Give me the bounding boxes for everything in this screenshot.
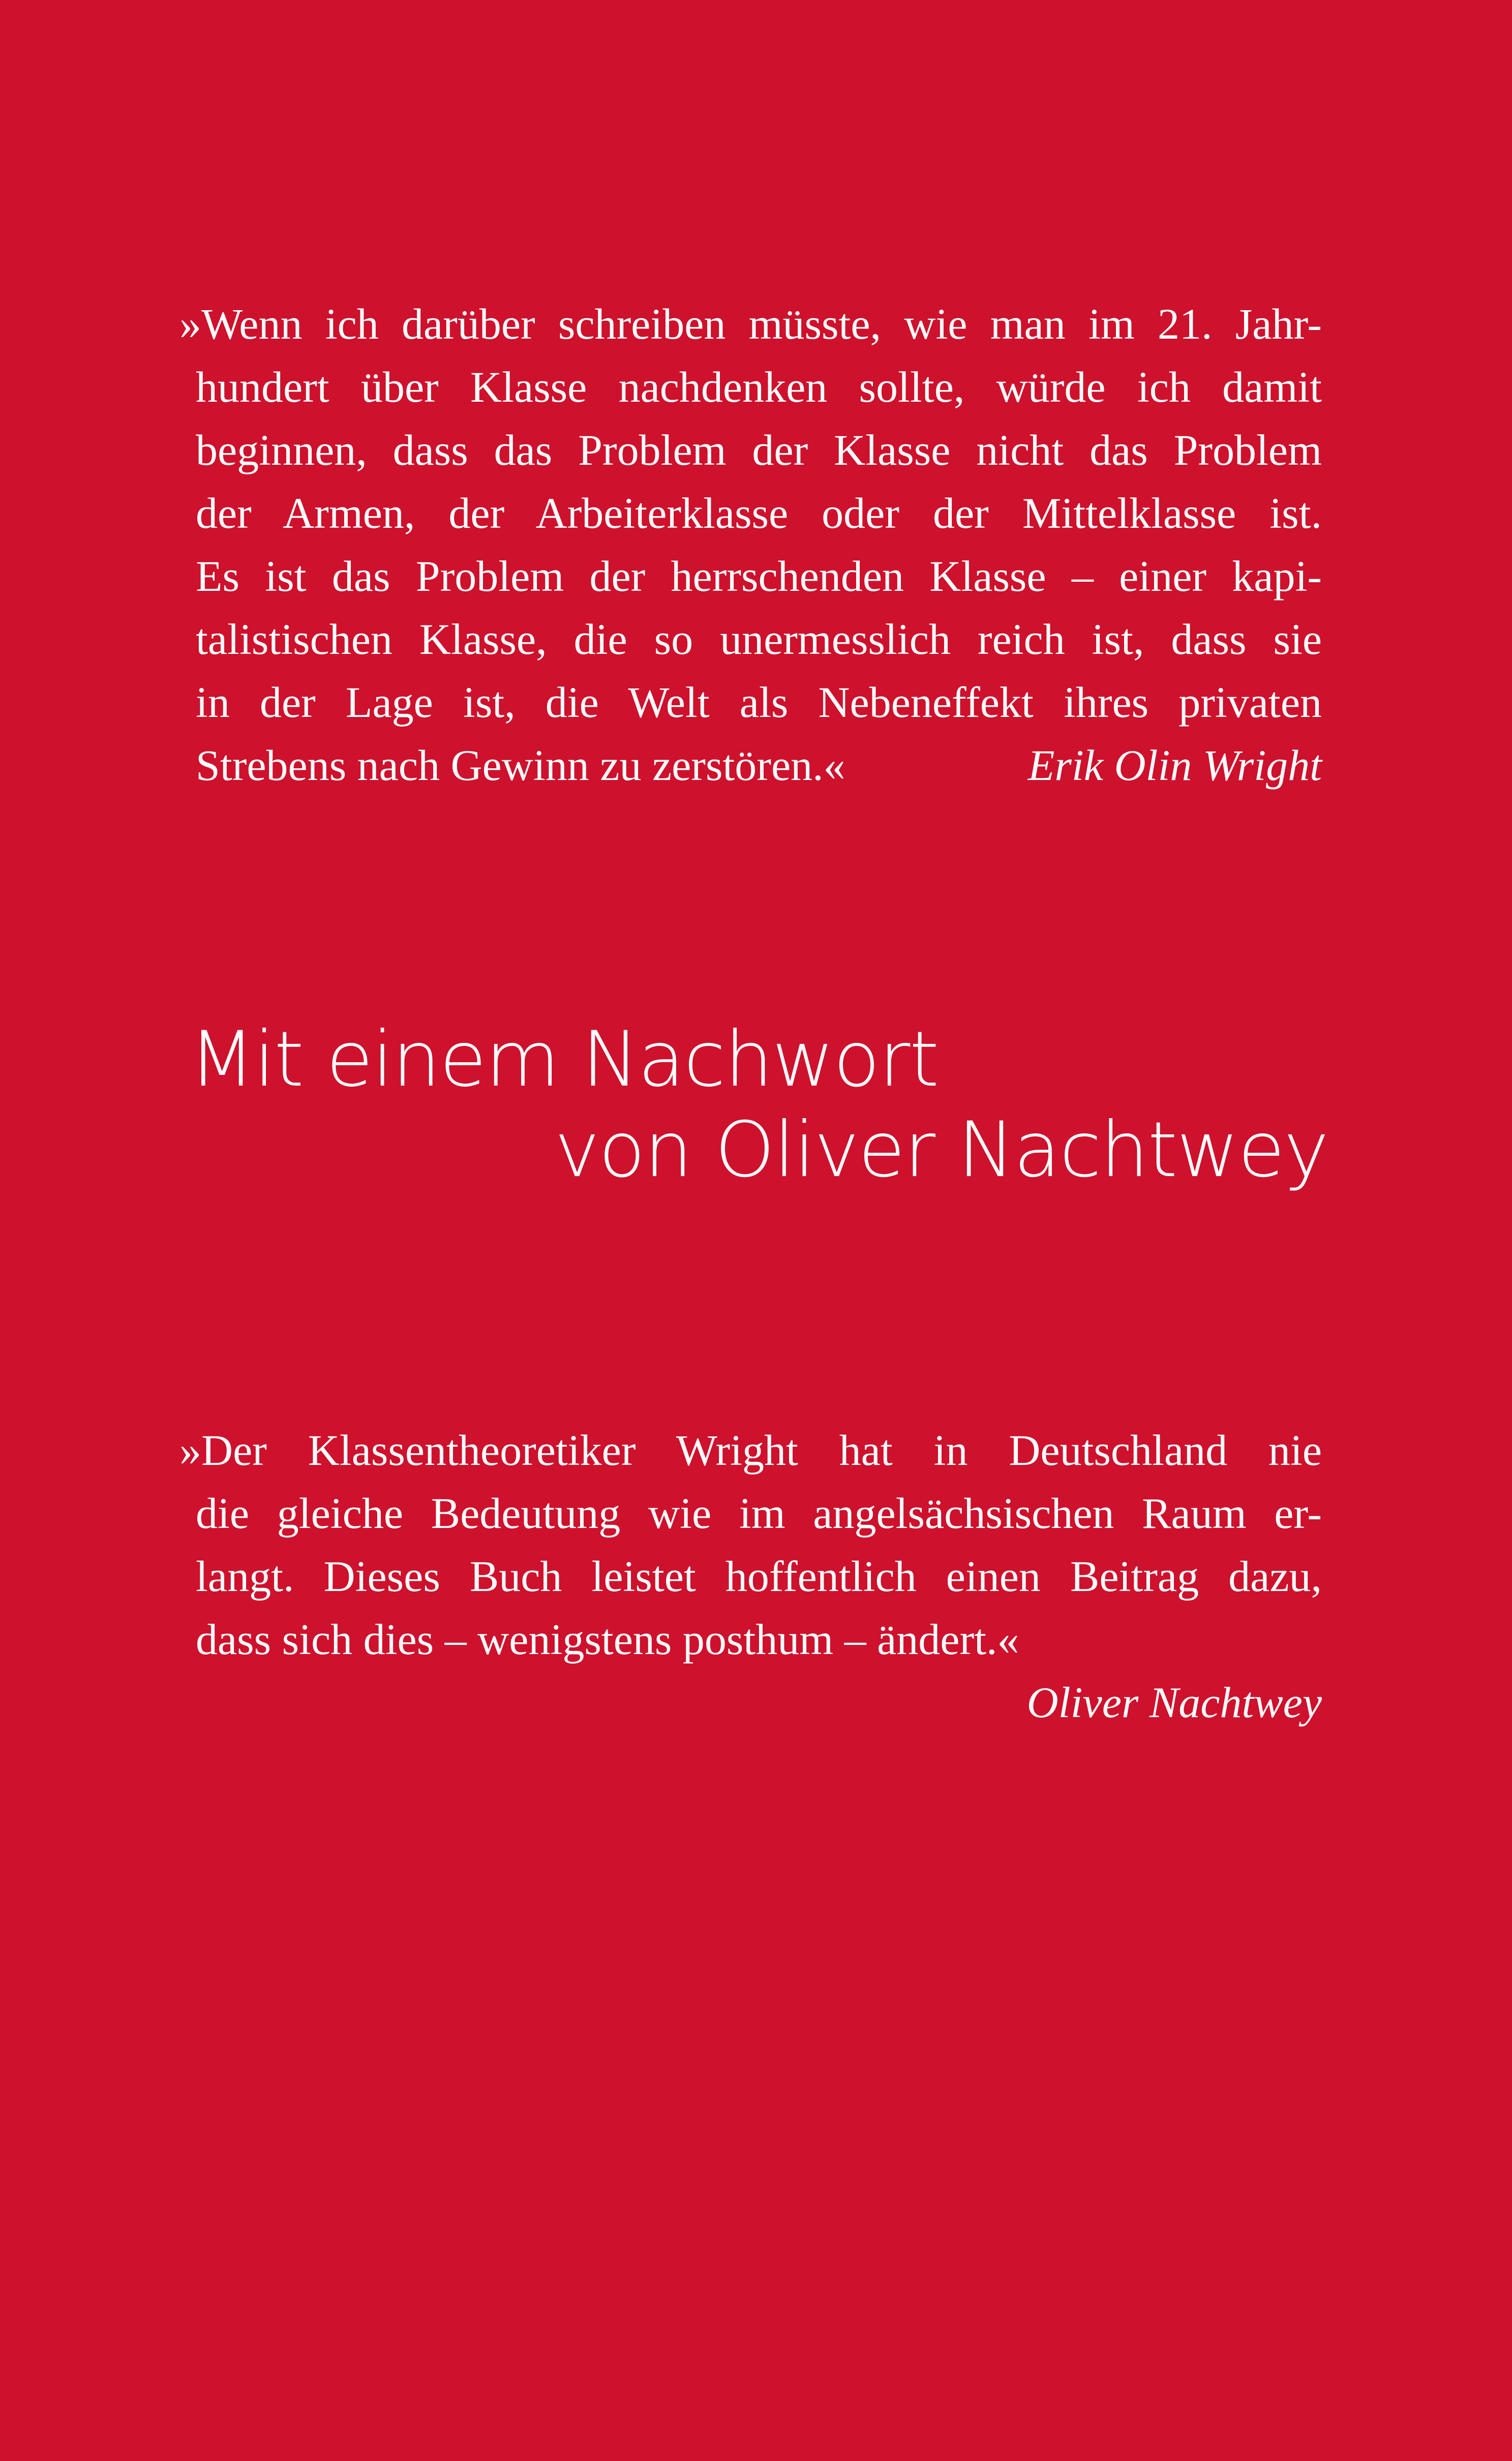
- quote-last-line: [196, 734, 1322, 797]
- quote-line: beginnen, dass das Problem der Klasse nicht das Problem: [196, 426, 1322, 474]
- quote-line: in der Lage ist, die Welt als Nebeneffekt ihres privaten: [196, 678, 1322, 727]
- quote-line: Strebens nach Gewinn zu zerstören.«: [196, 741, 845, 790]
- quote-line: »Der Klassentheoretiker Wright hat in Deutschland nie: [179, 1426, 1322, 1475]
- quote-line: dass sich dies – wenigstens posthum – ändert.«: [196, 1615, 1019, 1664]
- afterword-heading: [189, 1014, 1328, 1195]
- quote-line: die gleiche Bedeutung wie im angelsächsischen Raum er-: [196, 1489, 1322, 1538]
- quote-line: hundert über Klasse nachdenken sollte, würde ich damit: [196, 363, 1322, 411]
- quote-oliver-nachtwey: [179, 1419, 1322, 1734]
- quote-line: »Wenn ich darüber schreiben müsste, wie man im 21. Jahr-: [179, 299, 1322, 348]
- quote-attribution: Oliver Nachtwey: [1026, 1678, 1322, 1727]
- quote-attribution: Erik Olin Wright: [1027, 741, 1322, 790]
- afterword-line-1: Mit einem Nachwort: [189, 1015, 939, 1104]
- quote-line: talistischen Klasse, die so unermesslich reich ist, dass sie: [196, 615, 1322, 664]
- afterword-line-2: von Oliver Nachtwey: [554, 1106, 1328, 1194]
- quote-line: der Armen, der Arbeiterklasse oder der Mittelklasse ist.: [196, 489, 1322, 537]
- quote-line: langt. Dieses Buch leistet hoffentlich einen Beitrag dazu,: [196, 1552, 1322, 1601]
- quote-line: Es ist das Problem der herrschenden Klasse – einer kapi-: [196, 552, 1322, 601]
- quote-erik-olin-wright: [179, 292, 1322, 797]
